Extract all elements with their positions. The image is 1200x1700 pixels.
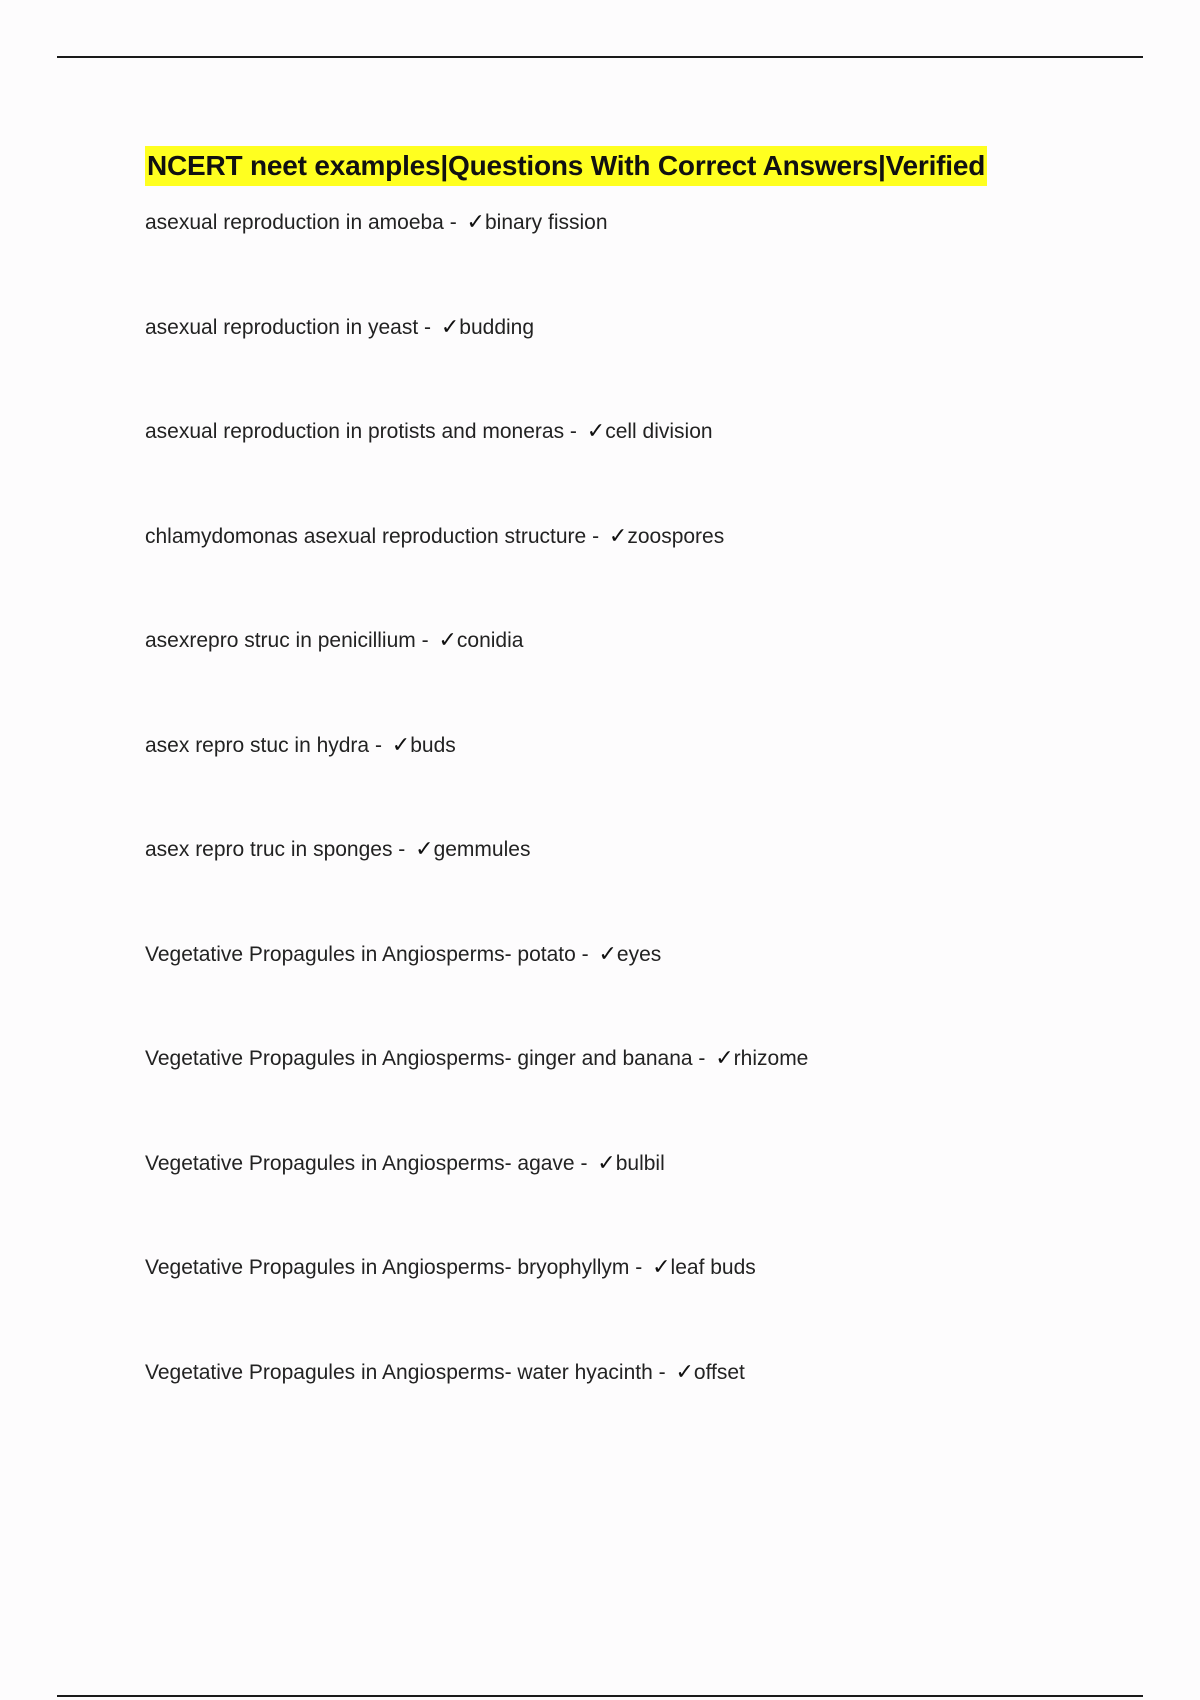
check-icon: ✓ xyxy=(652,1255,671,1280)
separator: - xyxy=(586,524,605,548)
question-text: Vegetative Propagules in Angiosperms- potato xyxy=(145,942,576,966)
footer-rule xyxy=(57,1695,1143,1697)
separator: - xyxy=(443,211,463,234)
check-icon: ✓ xyxy=(466,210,485,235)
check-icon: ✓ xyxy=(598,941,617,967)
answer-text: zoospores xyxy=(627,524,725,548)
answer-text: budding xyxy=(459,315,535,339)
separator: - xyxy=(629,1256,649,1279)
question-text: Vegetative Propagules in Angiosperms- water hyacinth xyxy=(145,1360,653,1384)
answer-text: eyes xyxy=(616,942,662,966)
question-text: asexual reproduction in yeast xyxy=(145,315,419,339)
separator: - xyxy=(575,942,595,966)
question-text: chlamydomonas asexual reproduction structure xyxy=(145,524,587,548)
qa-list xyxy=(145,208,1145,1462)
separator: - xyxy=(574,1151,594,1175)
answer-text: buds xyxy=(410,733,456,757)
qa-item xyxy=(145,626,1145,731)
separator: - xyxy=(652,1360,672,1384)
check-icon: ✓ xyxy=(715,1046,734,1071)
qa-item xyxy=(145,417,1145,522)
question-text: Vegetative Propagules in Angiosperms- ginger and banana xyxy=(145,1047,693,1070)
qa-item xyxy=(145,940,1145,1045)
document-title: NCERT neet examples|Questions With Correct Answers|Verified xyxy=(145,146,987,186)
question-text: Vegetative Propagules in Angiosperms- bryophyllym xyxy=(145,1256,630,1279)
question-text: asexual reproduction in protists and moneras xyxy=(145,420,565,443)
check-icon: ✓ xyxy=(608,523,628,549)
answer-text: bulbil xyxy=(615,1151,665,1175)
qa-item xyxy=(145,731,1145,836)
check-icon: ✓ xyxy=(391,732,411,758)
question-text: Vegetative Propagules in Angiosperms- agave xyxy=(145,1151,575,1175)
separator: - xyxy=(418,315,437,339)
check-icon: ✓ xyxy=(438,628,457,653)
qa-item xyxy=(145,313,1145,418)
qa-item xyxy=(145,1253,1145,1358)
qa-item xyxy=(145,522,1145,627)
qa-item xyxy=(145,1044,1145,1149)
answer-text: leaf buds xyxy=(670,1256,756,1279)
question-text: asexual reproduction in amoeba xyxy=(145,211,444,234)
separator: - xyxy=(392,838,412,861)
check-icon: ✓ xyxy=(597,1150,616,1176)
answer-text: cell division xyxy=(605,420,713,443)
header-rule xyxy=(57,56,1143,58)
check-icon: ✓ xyxy=(415,837,434,862)
qa-item xyxy=(145,1358,1145,1463)
qa-item xyxy=(145,1149,1145,1254)
answer-text: conidia xyxy=(456,629,524,652)
question-text: asexrepro struc in penicillium xyxy=(145,629,416,652)
question-text: asex repro truc in sponges xyxy=(145,838,393,861)
check-icon: ✓ xyxy=(675,1359,694,1385)
separator: - xyxy=(415,629,435,652)
separator: - xyxy=(692,1047,712,1070)
qa-item xyxy=(145,835,1145,940)
answer-text: gemmules xyxy=(433,838,531,861)
separator: - xyxy=(369,733,388,757)
answer-text: binary fission xyxy=(484,211,608,234)
question-text: asex repro stuc in hydra xyxy=(145,733,370,757)
answer-text: offset xyxy=(693,1360,745,1384)
check-icon: ✓ xyxy=(440,314,460,340)
separator: - xyxy=(564,420,583,443)
qa-item xyxy=(145,208,1145,313)
check-icon: ✓ xyxy=(586,419,606,444)
answer-text: rhizome xyxy=(733,1047,809,1070)
